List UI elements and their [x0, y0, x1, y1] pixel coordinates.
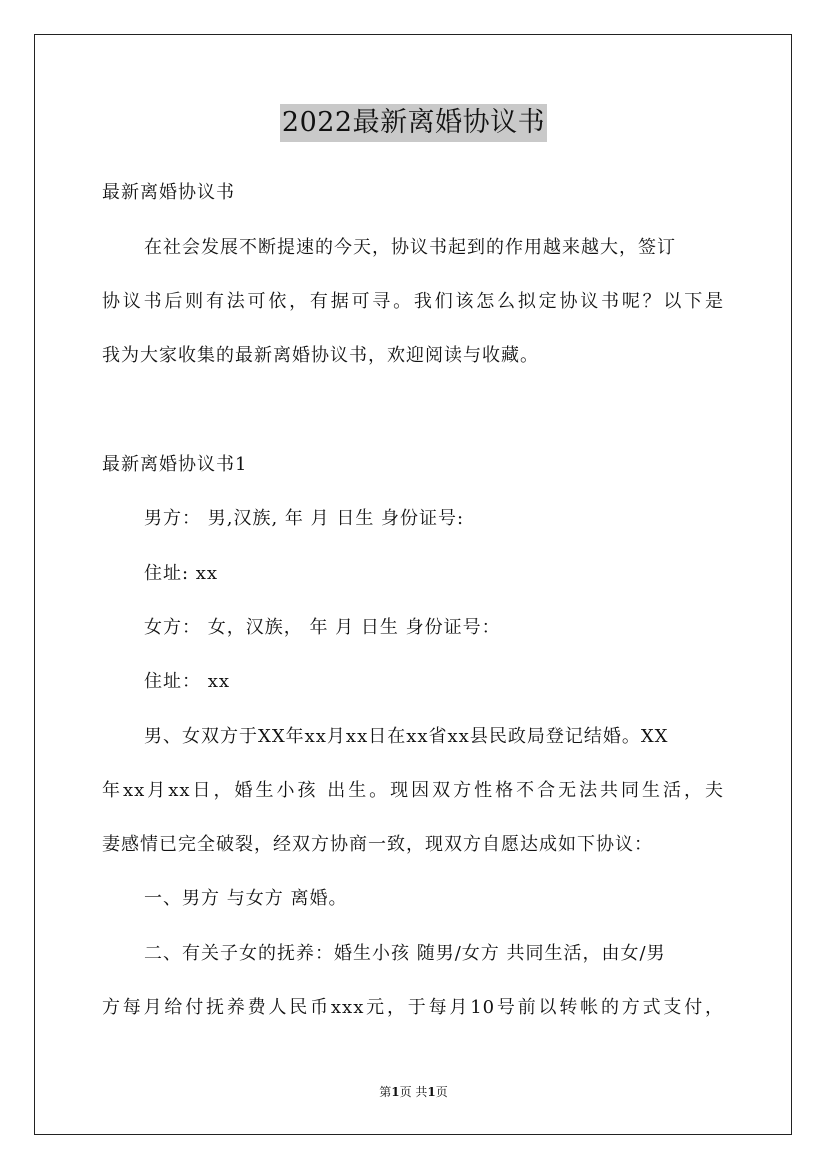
intro-line-2: 协议书后则有法可依，有据可寻。我们该怎么拟定协议书呢？以下是 — [102, 291, 724, 312]
clause-1: 一、男方 与女方 离婚。 — [144, 888, 348, 909]
footer-suffix: 页 — [435, 1085, 448, 1099]
clause-2-line-1: 二、有关子女的抚养：婚生小孩 随男/女方 共同生活，由女/男 — [144, 943, 666, 964]
female-address: 住址： xx — [144, 671, 231, 692]
intro-line-1: 在社会发展不断提速的今天，协议书起到的作用越来越大，签订 — [144, 237, 676, 258]
male-info: 男方： 男,汉族, 年 月 日生 身份证号: — [144, 508, 465, 529]
intro-line-3: 我为大家收集的最新离婚协议书，欢迎阅读与收藏。 — [102, 345, 539, 366]
marriage-line-2: 年xx月xx日，婚生小孩 出生。现因双方性格不合无法共同生活，夫 — [102, 780, 724, 801]
footer-page-number: 1 — [391, 1085, 400, 1099]
footer-mid: 页 共 — [399, 1085, 428, 1099]
footer-page-total: 1 — [427, 1085, 436, 1099]
marriage-line-3: 妻感情已完全破裂，经双方协商一致，现双方自愿达成如下协议： — [102, 834, 653, 855]
subtitle: 最新离婚协议书 — [102, 182, 235, 203]
title-container — [0, 104, 827, 142]
marriage-line-1: 男、女双方于XX年xx月xx日在xx省xx县民政局登记结婚。XX — [144, 726, 669, 747]
clause-2-line-2: 方每月给付抚养费人民币xxx元，于每月10号前以转帐的方式支付， — [102, 997, 724, 1018]
section-heading: 最新离婚协议书1 — [102, 454, 248, 475]
male-address: 住址: xx — [144, 563, 219, 584]
footer-prefix: 第 — [379, 1085, 392, 1099]
female-info: 女方： 女，汉族， 年 月 日生 身份证号： — [144, 617, 501, 638]
page-footer — [0, 1084, 827, 1100]
document-title: 2022最新离婚协议书 — [280, 104, 547, 142]
